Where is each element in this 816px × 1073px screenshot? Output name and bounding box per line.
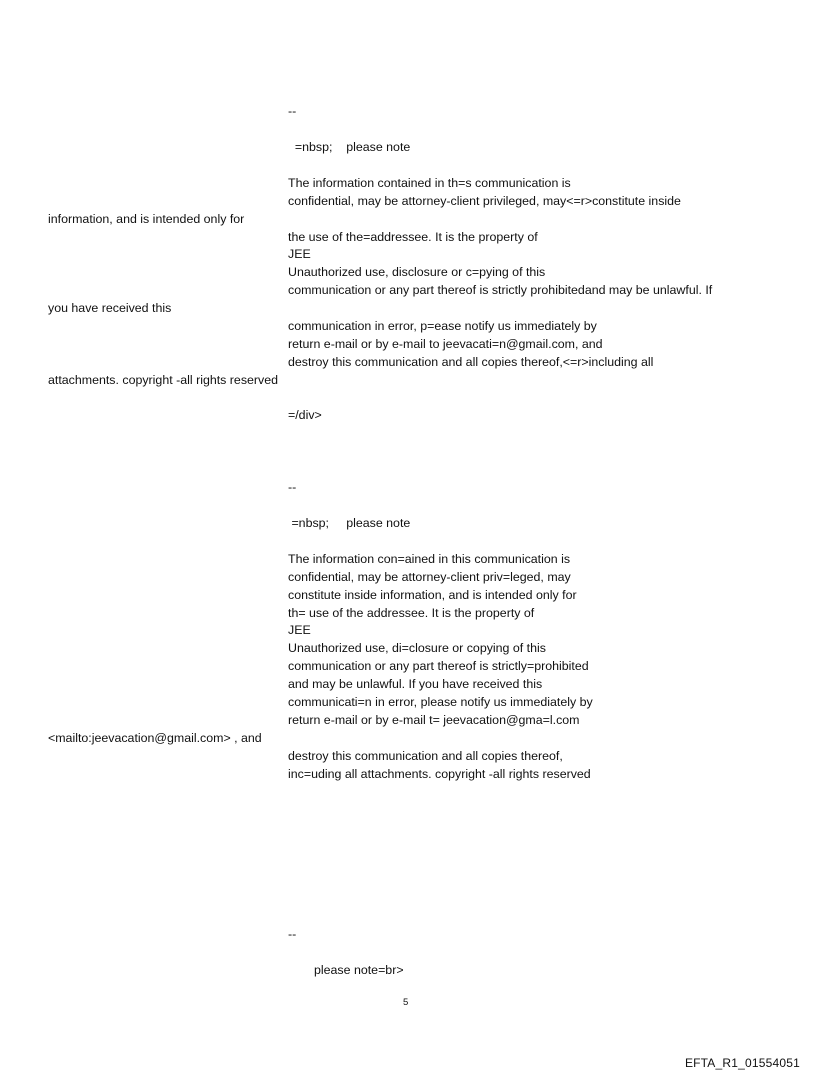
note-line: please note=br> — [314, 963, 404, 977]
body-line: you have received this — [48, 301, 172, 315]
body-line: th= use of the addressee. It is the property of — [288, 606, 535, 620]
body-line: the use of the=addressee. It is the property of — [288, 230, 538, 244]
body-line: Unauthorized use, di=closure or copying of this — [288, 641, 546, 655]
separator: -- — [288, 927, 297, 941]
mailto-link[interactable]: <mailto:jeevacation@gmail.com> , and — [48, 731, 262, 745]
body-line: destroy this communication and all copies thereof, — [288, 749, 563, 763]
page-number: 5 — [403, 997, 409, 1008]
separator: -- — [288, 104, 297, 118]
bates-number: EFTA_R1_01554051 — [684, 1056, 800, 1070]
body-line: constitute inside information, and is intended only for — [288, 588, 577, 602]
body-line: confidential, may be attorney-client priv=leged, may — [288, 570, 571, 584]
note-line: =nbsp; please note — [288, 516, 411, 530]
body-line: information, and is intended only for — [48, 212, 245, 226]
body-line: The information contained in th=s communication is — [288, 176, 571, 190]
note-line: =nbsp; please note — [288, 140, 411, 154]
body-line: communicati=n in error, please notify us immediately by — [288, 695, 593, 709]
body-line: The information con=ained in this communication is — [288, 552, 571, 566]
body-line: communication in error, p=ease notify us immediately by — [288, 319, 597, 333]
body-line: and may be unlawful. If you have received this — [288, 677, 543, 691]
body-line: attachments. copyright -all rights reserved — [48, 373, 279, 387]
body-line: inc=uding all attachments. copyright -all rights reserved — [288, 767, 591, 781]
body-line: Unauthorized use, disclosure or c=pying of this — [288, 265, 546, 279]
closing-tag: =/div> — [288, 408, 322, 422]
body-line: JEE — [288, 623, 311, 637]
body-line: JEE — [288, 247, 311, 261]
body-line: return e-mail or by e-mail to jeevacati=n@gmail.com, and — [288, 337, 603, 351]
body-line: communication or any part thereof is strictly=prohibited — [288, 659, 589, 673]
body-line: communication or any part thereof is strictly prohibitedand may be unlawful. If — [288, 283, 713, 297]
body-line: return e-mail or by e-mail t= jeevacation@gma=l.com — [288, 713, 580, 727]
body-line: confidential, may be attorney-client privileged, may<=r>constitute inside — [288, 194, 681, 208]
body-line: destroy this communication and all copies thereof,<=r>including all — [288, 355, 654, 369]
separator: -- — [288, 480, 297, 494]
